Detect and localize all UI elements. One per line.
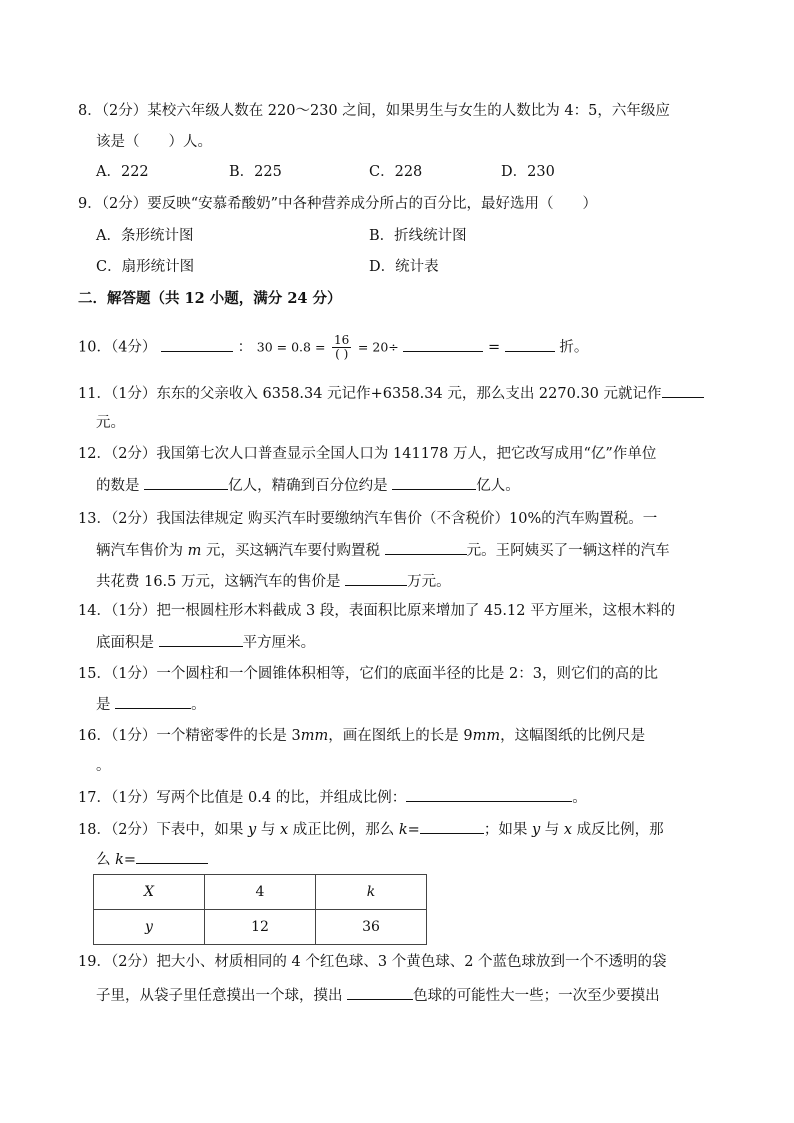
- q19-blank[interactable]: [347, 985, 413, 1000]
- q18-blank-1[interactable]: [420, 819, 484, 834]
- q10-blank-3[interactable]: [505, 337, 555, 352]
- q10-math-a: 30 = 0.8 =: [256, 339, 326, 355]
- q17-blank[interactable]: [406, 787, 572, 802]
- table-cell: 12: [205, 910, 316, 945]
- q17-text-b: 。: [572, 790, 587, 806]
- q10-fraction: [332, 334, 351, 361]
- q11-line2: 元。: [96, 415, 125, 431]
- q18-var-x: x: [279, 822, 289, 838]
- q13-blank-1[interactable]: [385, 540, 467, 555]
- q16-line2: 。: [96, 758, 111, 774]
- q18-text-e: ；如果: [483, 822, 532, 838]
- q18-text-g: 么: [96, 852, 116, 868]
- q8-option-a: A．222: [96, 164, 149, 180]
- q15-text-a: 是: [96, 697, 116, 713]
- q19-text-a: 子里，从袋子里任意摸出一个球，摸出: [96, 988, 348, 1004]
- q18-var-y-2: y: [531, 822, 541, 838]
- q12-blank-1[interactable]: [144, 475, 228, 490]
- q13-blank-2[interactable]: [345, 571, 407, 586]
- q18-var-x-2: x: [563, 822, 573, 838]
- q10-blank-2[interactable]: [403, 337, 483, 352]
- q10-line: [78, 334, 588, 361]
- q13-var-m: m: [187, 543, 202, 559]
- section-2-heading: 二．解答题（共 12 小题，满分 24 分）: [78, 290, 342, 307]
- q8-option-d: D．230: [501, 164, 555, 180]
- q13-line2: [96, 540, 670, 561]
- q15-line1: 15．（1分）一个圆柱和一个圆锥体积相等，它们的底面半径的比是 2：3，则它们的高的比: [78, 666, 658, 682]
- q12-text-b: 亿人，精确到百分位约是: [228, 478, 393, 494]
- q19-line2: [96, 985, 660, 1006]
- q8-option-b: B．225: [229, 164, 282, 180]
- q18-line1: [78, 819, 664, 840]
- q16-line1: [78, 726, 645, 746]
- q10-blank-1[interactable]: [161, 337, 233, 352]
- q15-blank[interactable]: [115, 694, 191, 709]
- q13-line1: 13．（2分）我国法律规定 购买汽车时要缴纳汽车售价（不含税价）10%的汽车购置税。一: [78, 511, 658, 527]
- q14-line2: [96, 632, 315, 653]
- q14-blank[interactable]: [159, 632, 243, 647]
- q16-unit-1: mm: [300, 728, 329, 744]
- q13-text-c: 元。王阿姨买了一辆这样的汽车: [466, 543, 670, 559]
- q16-text-a: 16．（1分）一个精密零件的长是 3: [78, 728, 301, 744]
- table-cell: 4: [205, 875, 316, 910]
- q15-text-b: 。: [191, 697, 206, 713]
- q18-text-c: 成正比例，那么: [288, 822, 399, 838]
- q17-text-a: 17．（1分）写两个比值是 0.4 的比，并组成比例：: [78, 790, 407, 806]
- q18-var-k-2: k: [115, 852, 124, 868]
- q11-text: 11．（1分）东东的父亲收入 6358.34 元记作+6358.34 元，那么支出 2270.30 元就记作: [78, 386, 662, 402]
- q18-text-b: 与: [256, 822, 280, 838]
- q10-colon: ：: [237, 339, 253, 356]
- q9-line1: 9．（2分）要反映“安慕希酸奶”中各种营养成分所占的百分比，最好选用（ ）: [78, 196, 598, 212]
- q18-equals: =: [407, 822, 420, 838]
- q9-option-d: D．统计表: [369, 259, 439, 275]
- table-cell: k: [316, 875, 427, 910]
- q10-frac-denominator: ( ): [335, 347, 349, 361]
- q13-text-b: 元，买这辆汽车要付购置税: [201, 543, 385, 559]
- table-cell: 36: [316, 910, 427, 945]
- table-cell: X: [94, 875, 205, 910]
- q9-option-a: A．条形统计图: [96, 228, 194, 244]
- q8-line2: 该是（ ）人。: [96, 134, 212, 150]
- q12-blank-2[interactable]: [392, 475, 476, 490]
- q13-text-a: 辆汽车售价为: [96, 543, 188, 559]
- q18-equals-2: =: [123, 852, 137, 868]
- q13-text-d: 共花费 16.5 万元，这辆汽车的售价是: [96, 574, 346, 590]
- q14-text-a: 底面积是: [96, 635, 159, 651]
- q13-text-e: 万元。: [407, 574, 451, 590]
- table-row: [94, 910, 427, 945]
- q18-table: [93, 874, 427, 945]
- q16-text-c: ，这幅图纸的比例尺是: [500, 728, 646, 744]
- q11-line1: [78, 383, 704, 404]
- q18-line2: [96, 849, 208, 870]
- table-row: [94, 875, 427, 910]
- q8-option-c: C．228: [369, 164, 423, 180]
- q10-suffix: 折。: [559, 339, 589, 356]
- q17-line: [78, 787, 587, 808]
- q8-line1: 8．（2分）某校六年级人数在 220～230 之间，如果男生与女生的人数比为 4：5，六年级应: [78, 103, 670, 119]
- q19-text-b: 色球的可能性大一些；一次至少要摸出: [413, 988, 660, 1004]
- q16-unit-2: mm: [472, 728, 501, 744]
- q12-line2: [96, 475, 520, 496]
- q18-var-k: k: [398, 822, 408, 838]
- q10-frac-numerator: 16: [334, 333, 350, 347]
- q14-line1: 14．（1分）把一根圆柱形木料截成 3 段，表面积比原来增加了 45.12 平方厘米，这根木料的: [78, 603, 676, 619]
- q9-option-b: B．折线统计图: [369, 228, 467, 244]
- q18-text-b2: 与: [540, 822, 564, 838]
- table-cell: y: [94, 910, 205, 945]
- q10-equals: =: [487, 339, 505, 356]
- q10-math-b: = 20÷: [357, 339, 399, 355]
- q12-text-a: 的数是: [96, 478, 145, 494]
- q19-line1: 19．（2分）把大小、材质相同的 4 个红色球、3 个黄色球、2 个蓝色球放到一个不透明的袋: [78, 954, 667, 970]
- q10-prefix: 10．（4分）: [78, 339, 157, 356]
- q14-text-b: 平方厘米。: [242, 635, 316, 651]
- q15-line2: [96, 694, 206, 715]
- q16-text-b: ，画在图纸上的长是 9: [328, 728, 473, 744]
- q12-text-c: 亿人。: [476, 478, 520, 494]
- q12-line1: 12．（2分）我国第七次人口普查显示全国人口为 141178 万人，把它改写成用“亿”作单位: [78, 446, 657, 462]
- q18-blank-2[interactable]: [136, 849, 208, 864]
- q18-text-a: 18．（2分）下表中，如果: [78, 822, 249, 838]
- q9-option-c: C．扇形统计图: [96, 259, 195, 275]
- q18-var-y: y: [248, 822, 257, 838]
- q13-line3: [96, 571, 451, 592]
- q11-blank[interactable]: [662, 383, 704, 398]
- q18-text-f: 成反比例，那: [572, 822, 664, 838]
